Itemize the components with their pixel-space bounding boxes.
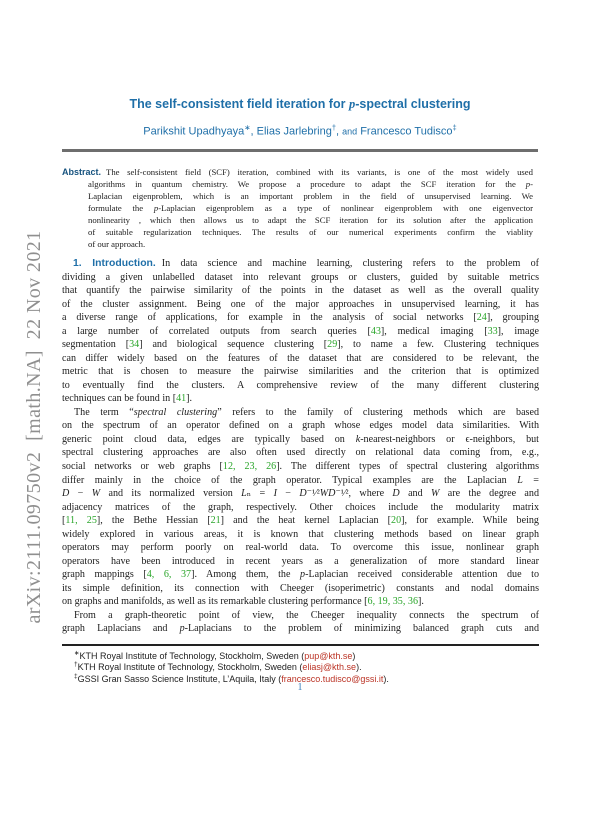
authors-separator: , (335, 125, 343, 138)
text-line: algorithms in quantum chemistry. We propose a procedure to adapt the SCF iteration for the p- (88, 179, 533, 189)
abstract-text: The self-consistent field (SCF) iteration, combined with its variants, is one of the most widely used (106, 167, 533, 177)
citation-link[interactable]: 41 (176, 393, 187, 405)
text-line: The term “spectral clustering” refers to the family of clustering methods which are based (74, 406, 539, 418)
citation-link[interactable]: 24 (476, 312, 487, 324)
paragraph-text: In data science and machine learning, clustering refers to the problem of (161, 258, 539, 269)
text-line: [11, 25], the Bethe Hessian [21] and the heat kernel Laplacian [20], for example. While being (62, 515, 539, 527)
text-line: of the cluster assignment. Being one of the major approaches in unsupervised learning, it has (62, 298, 539, 310)
page-number: 1 (297, 682, 303, 693)
header-rule (62, 149, 538, 152)
footnote-affiliation: KTH Royal Institute of Technology, Stockholm, Sweden ( (79, 651, 305, 661)
paper-title: The self-consistent field iteration for p-spectral clustering (129, 97, 471, 111)
text-line: that quantify the pairwise similarity of the points in the dataset as well as the overall quality (62, 285, 539, 297)
citation-link[interactable]: 4, 6, 37 (146, 569, 192, 581)
abstract-label: Abstract. (62, 167, 102, 177)
authors-separator: , (250, 125, 257, 138)
text-line: From a graph-theoretic point of view, the Cheeger inequality connects the spectrum of (74, 609, 539, 621)
author-footnote-mark: ‡ (452, 123, 457, 132)
text-line: social networks or web graphs [12, 23, 26]. The different types of spectral clustering algorithms (62, 460, 540, 472)
text-line: nonlinearity , which then allows us to adapt the SCF iteration for its solution after the application (88, 215, 533, 225)
footnote-rule (62, 644, 539, 646)
text-line: widely explored in various areas, it is known that clustering methods based on linear graph (62, 528, 539, 540)
email-link[interactable]: francesco.tudisco@gssi.it (281, 673, 384, 684)
section-heading: 1. Introduction. (73, 258, 156, 269)
abstract-lines (62, 178, 533, 250)
text-line: its simple definition, its connection with Cheeger (isoperimetric) constants and nodal domains (62, 582, 539, 594)
citation-link[interactable]: 20 (391, 515, 402, 527)
authors-line (0, 123, 600, 138)
text-line: techniques can be found in [41]. (62, 393, 193, 405)
citation-link[interactable]: 29 (327, 339, 338, 351)
arxiv-watermark: arXiv:2111.09750v2 [math.NA] 22 Nov 2021 (23, 230, 45, 624)
email-link[interactable]: eliasj@kth.se (302, 662, 357, 673)
citation-link[interactable]: 11, 25 (65, 515, 97, 527)
footnote (62, 659, 539, 673)
citation-link[interactable]: 12, 23, 26 (222, 460, 277, 472)
footnote-tail: ). (356, 662, 362, 673)
footnote-tail: ) (352, 651, 356, 661)
footnote-affiliation: KTH Royal Institute of Technology, Stockholm, Sweden ( (77, 662, 303, 673)
paragraph-3-lines (62, 609, 539, 636)
citation-link[interactable]: 43 (370, 325, 381, 337)
footnote-mark: † (74, 661, 78, 669)
text-line: D − W and its normalized version Lₙ = I − D⁻¹⁄²WD⁻¹⁄², where D and W are the degree and (62, 488, 539, 500)
author-footnote-mark: † (331, 123, 336, 132)
text-line: operators may perform poorly on real-world data. To overcome this issue, nonlinear graph (62, 542, 539, 554)
citation-link[interactable]: 33 (487, 325, 498, 337)
email-link[interactable]: pup@kth.se (304, 651, 353, 661)
footnote (62, 648, 539, 659)
footnote-mark: ‡ (74, 672, 78, 680)
text-line: formulate the p-Laplacian eigenproblem as a type of nonlinear eigenproblem with one eigenvector (88, 203, 533, 213)
text-line: segmentation [34] and biological sequence clustering [29], to name a few. Clustering techniques (62, 339, 539, 351)
text-line: a diverse range of applications, for example in the analysis of social networks [24], grouping (62, 312, 540, 324)
text-line: dividing a given unlabelled dataset into relevant groups or clusters, guided by suitable metrics (62, 271, 539, 283)
text-line: can differ widely based on the features of the dataset that are considered to be relevant, the (62, 352, 539, 364)
text-line: metric that is chosen to measure the pairwise similarities and the criterion that is optimized (62, 366, 539, 378)
text-line: differ mainly in the choice of the graph operator. Typical examples are the Laplacian L = (62, 474, 539, 486)
text-line: generic point cloud data, edges are typically based on k-nearest-neighbors or ϵ-neighbors, but (62, 433, 539, 445)
footnote-affiliation: GSSI Gran Sasso Science Institute, L’Aquila, Italy ( (77, 673, 282, 684)
intro-first-line (62, 257, 539, 271)
text-line: Laplacian eigenproblem, which is an important problem in the field of unsupervised learning. We (88, 191, 533, 201)
footnote-tail: ). (383, 673, 389, 684)
footnotes-section (62, 648, 539, 682)
and-label: and (342, 126, 358, 137)
citation-link[interactable]: 34 (129, 339, 140, 351)
body-text (62, 257, 539, 636)
text-line: to eventually find the clusters. A comprehensive review of the many different clustering (62, 379, 539, 391)
paragraph-2-lines (62, 406, 539, 609)
citation-link[interactable]: 21 (210, 515, 221, 527)
text-line: graph mappings [4, 6, 37]. Among them, the p-Laplacian received considerable attention due to (62, 569, 539, 581)
citation-link[interactable]: 6, 19, 35, 36 (367, 596, 418, 608)
author-name: Parikshit Upadhyaya (143, 125, 245, 138)
text-line: operators have been introduced in recent years as a generalization of more standard linear (62, 555, 539, 567)
abstract-section (62, 166, 533, 250)
paragraph-1-lines (62, 271, 539, 406)
text-line: adjacency matrices of the graph, respectively. Other choices include the modularity matrix (62, 501, 539, 513)
author-name: Elias Jarlebring (256, 125, 332, 138)
footnote (62, 671, 539, 682)
text-line: on graphs and manifolds, as well as its remarkable clustering performance [6, 19, 35, 36]. (62, 596, 424, 608)
text-line: graph Laplacians and p-Laplacians to the problem of minimizing balanced graph cuts and (62, 623, 539, 635)
text-line: of suitable regularization techniques. The results of our numerical experiments confirm the viablity (88, 227, 533, 237)
author-name: Francesco Tudisco (357, 125, 453, 138)
text-line: a large number of correlated outputs from search queries [43], medical imaging [33], image (62, 325, 539, 337)
abstract-first-line (62, 166, 533, 178)
author-footnote-mark: ∗ (244, 123, 251, 132)
text-line: on the spectrum of an operator defined on a graph whose edges model data similarities. With (62, 420, 539, 432)
text-line: spectral clustering approaches are also often used directly on relational data coming from, e.g., (62, 447, 539, 459)
footnote-mark: ∗ (74, 650, 80, 657)
text-line: of our approach. (88, 239, 146, 249)
